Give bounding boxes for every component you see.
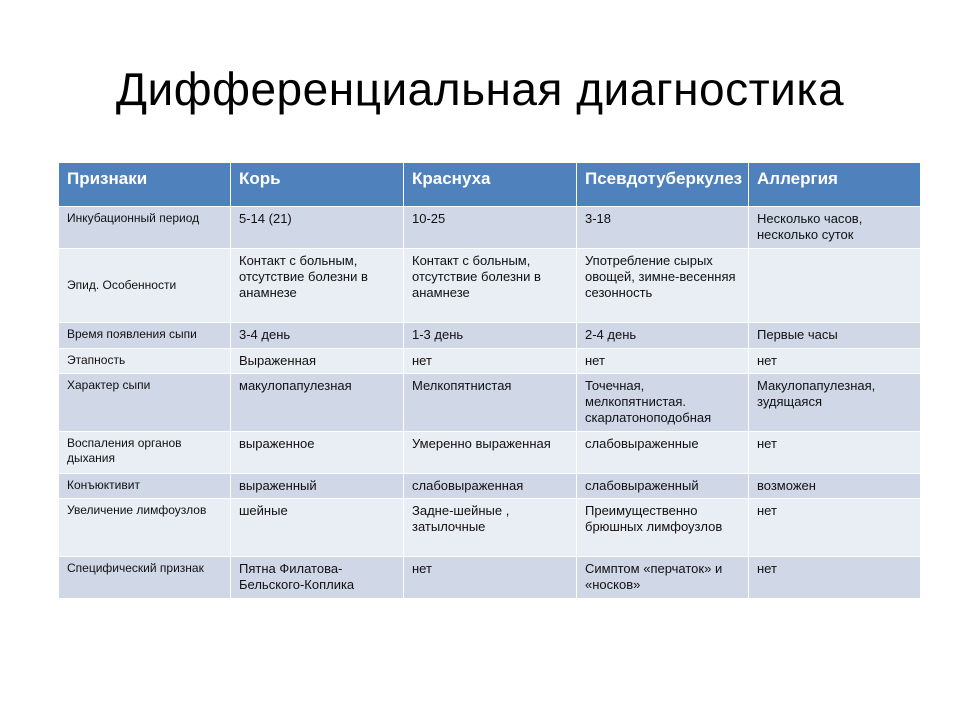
table-row [59,323,921,349]
table-cell: Умеренно выраженная [404,432,577,474]
table-cell: 5-14 (21) [231,207,404,249]
table-cell: Задне-шейные , затылочные [404,499,577,557]
table-row [59,557,921,599]
table-cell: нет [749,432,921,474]
table-row [59,432,921,474]
table-cell: Контакт с больным, отсутствие болезни в анамнезе [231,249,404,323]
table-cell: нет [404,349,577,374]
table-cell [749,249,921,323]
table-cell: возможен [749,474,921,499]
table-cell: нет [404,557,577,599]
table-cell: Симптом «перчаток» и «носков» [577,557,749,599]
row-label: Конъюктивит [59,474,231,499]
table-row [59,349,921,374]
table-cell: слабовыраженный [577,474,749,499]
row-label: Инкубационный период [59,207,231,249]
table-cell: Макулопапулезная, зудящаяся [749,374,921,432]
differential-table [58,162,921,599]
table-cell: 3-18 [577,207,749,249]
table-cell: нет [749,557,921,599]
table-cell: 10-25 [404,207,577,249]
table-cell: Преимущественно брюшных лимфоузлов [577,499,749,557]
row-label: Эпид. Особенности [59,249,231,323]
row-label: Специфический признак [59,557,231,599]
header-cell-pseudotuberculosis: Псевдотуберкулез [577,163,749,207]
header-cell-allergy: Аллергия [749,163,921,207]
table-cell: Выраженная [231,349,404,374]
row-label: Этапность [59,349,231,374]
table-cell: 2-4 день [577,323,749,349]
table-row [59,249,921,323]
table-cell: Употребление сырых овощей, зимне-весенняя сезонность [577,249,749,323]
table-cell: выраженный [231,474,404,499]
table-cell: нет [749,499,921,557]
table-cell: Мелкопятнистая [404,374,577,432]
header-row [59,163,921,207]
table-cell: макулопапулезная [231,374,404,432]
table-cell: Контакт с больным, отсутствие болезни в анамнезе [404,249,577,323]
table-cell: Точечная, мелкопятнистая. скарлатоноподобная [577,374,749,432]
header-cell-measles: Корь [231,163,404,207]
table-cell: нет [577,349,749,374]
table-row [59,207,921,249]
table-row [59,474,921,499]
row-label: Время появления сыпи [59,323,231,349]
table-cell: шейные [231,499,404,557]
row-label: Характер сыпи [59,374,231,432]
table-cell: нет [749,349,921,374]
table-cell: Пятна Филатова-Бельского-Коплика [231,557,404,599]
table-cell: Несколько часов, несколько суток [749,207,921,249]
header-cell-rubella: Краснуха [404,163,577,207]
table-cell: Первые часы [749,323,921,349]
row-label: Воспаления органов дыхания [59,432,231,474]
table-row [59,374,921,432]
table-cell: слабовыраженная [404,474,577,499]
table-cell: слабовыраженные [577,432,749,474]
table-row [59,499,921,557]
table-cell: 3-4 день [231,323,404,349]
slide-title: Дифференциальная диагностика [115,63,845,115]
row-label: Увеличение лимфоузлов [59,499,231,557]
table-cell: выраженное [231,432,404,474]
header-cell-signs: Признаки [59,163,231,207]
table-cell: 1-3 день [404,323,577,349]
